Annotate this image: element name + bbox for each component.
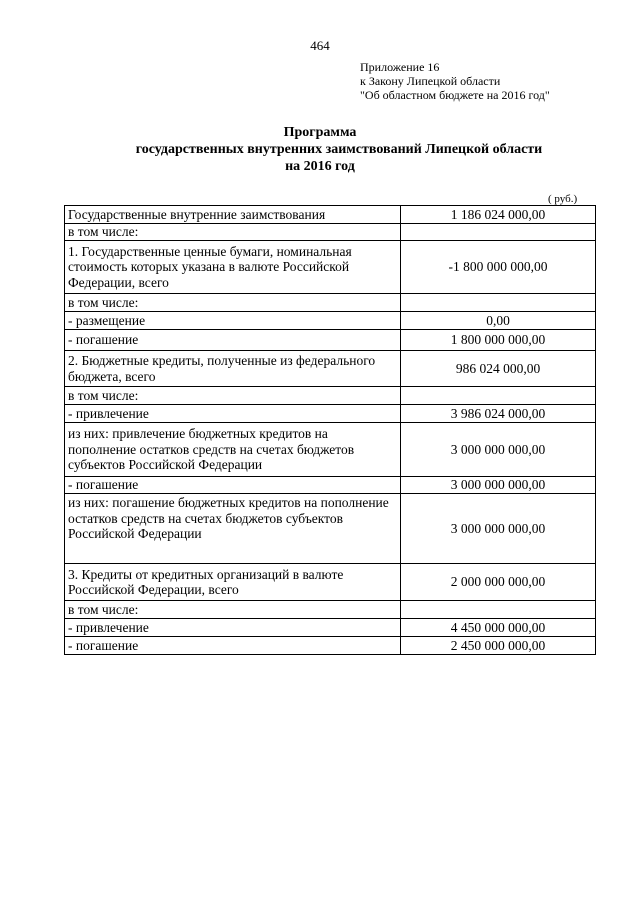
title-line: на 2016 год (285, 159, 355, 174)
row-label: из них: погашение бюджетных кредитов на пополнение остатков средств на счетах бюджетов субъектов Российской Федерации (65, 494, 401, 564)
row-label: в том числе: (65, 601, 401, 619)
table-row (65, 619, 596, 637)
row-label: 3. Кредиты от кредитных организаций в валюте Российской Федерации, всего (65, 564, 401, 601)
table-row (65, 564, 596, 601)
row-amount: 986 024 000,00 (401, 351, 596, 387)
row-amount: 1 800 000 000,00 (401, 330, 596, 351)
row-amount (401, 224, 596, 241)
row-label: из них: привлечение бюджетных кредитов на пополнение остатков средств на счетах бюджетов субъектов Российской Федерации (65, 423, 401, 477)
row-amount: 2 450 000 000,00 (401, 637, 596, 655)
row-amount (401, 387, 596, 405)
table-row (65, 206, 596, 224)
table-row (65, 494, 596, 564)
row-amount: 3 986 024 000,00 (401, 405, 596, 423)
row-label: 1. Государственные ценные бумаги, номинальная стоимость которых указана в валюте Российской Федерации, всего (65, 241, 401, 294)
table-row (65, 224, 596, 241)
title-line: Программа (283, 125, 357, 140)
table-row (65, 637, 596, 655)
row-amount: -1 800 000 000,00 (401, 241, 596, 294)
row-amount: 3 000 000 000,00 (401, 477, 596, 494)
row-label: - погашение (65, 477, 401, 494)
appendix-line: "Об областном бюджете на 2016 год" (360, 88, 550, 102)
table-row (65, 477, 596, 494)
row-label: 2. Бюджетные кредиты, полученные из федерального бюджета, всего (65, 351, 401, 387)
row-amount (401, 601, 596, 619)
row-label: в том числе: (65, 387, 401, 405)
table-row (65, 312, 596, 330)
table-row (65, 387, 596, 405)
row-label: в том числе: (65, 224, 401, 241)
row-amount: 2 000 000 000,00 (401, 564, 596, 601)
table-row (65, 351, 596, 387)
row-amount: 3 000 000 000,00 (401, 494, 596, 564)
appendix-header (360, 60, 550, 102)
title-line: государственных внутренних заимствований Липецкой области (135, 142, 543, 157)
table-row (65, 405, 596, 423)
currency-unit: ( руб.) (548, 193, 578, 205)
table-row (65, 601, 596, 619)
table-row (65, 241, 596, 294)
table-row (65, 294, 596, 312)
borrowings-table (64, 205, 596, 655)
page-number: 464 (310, 38, 330, 53)
row-label: Государственные внутренние заимствования (65, 206, 401, 224)
row-label: в том числе: (65, 294, 401, 312)
row-label: - привлечение (65, 619, 401, 637)
document-title (0, 124, 640, 175)
appendix-line: к Закону Липецкой области (360, 74, 501, 88)
table-row (65, 423, 596, 477)
row-amount: 1 186 024 000,00 (401, 206, 596, 224)
row-amount (401, 294, 596, 312)
appendix-line: Приложение 16 (360, 60, 440, 74)
row-label: - привлечение (65, 405, 401, 423)
row-amount: 3 000 000 000,00 (401, 423, 596, 477)
row-label: - размещение (65, 312, 401, 330)
row-label: - погашение (65, 637, 401, 655)
table-row (65, 330, 596, 351)
row-amount: 4 450 000 000,00 (401, 619, 596, 637)
row-label: - погашение (65, 330, 401, 351)
row-amount: 0,00 (401, 312, 596, 330)
